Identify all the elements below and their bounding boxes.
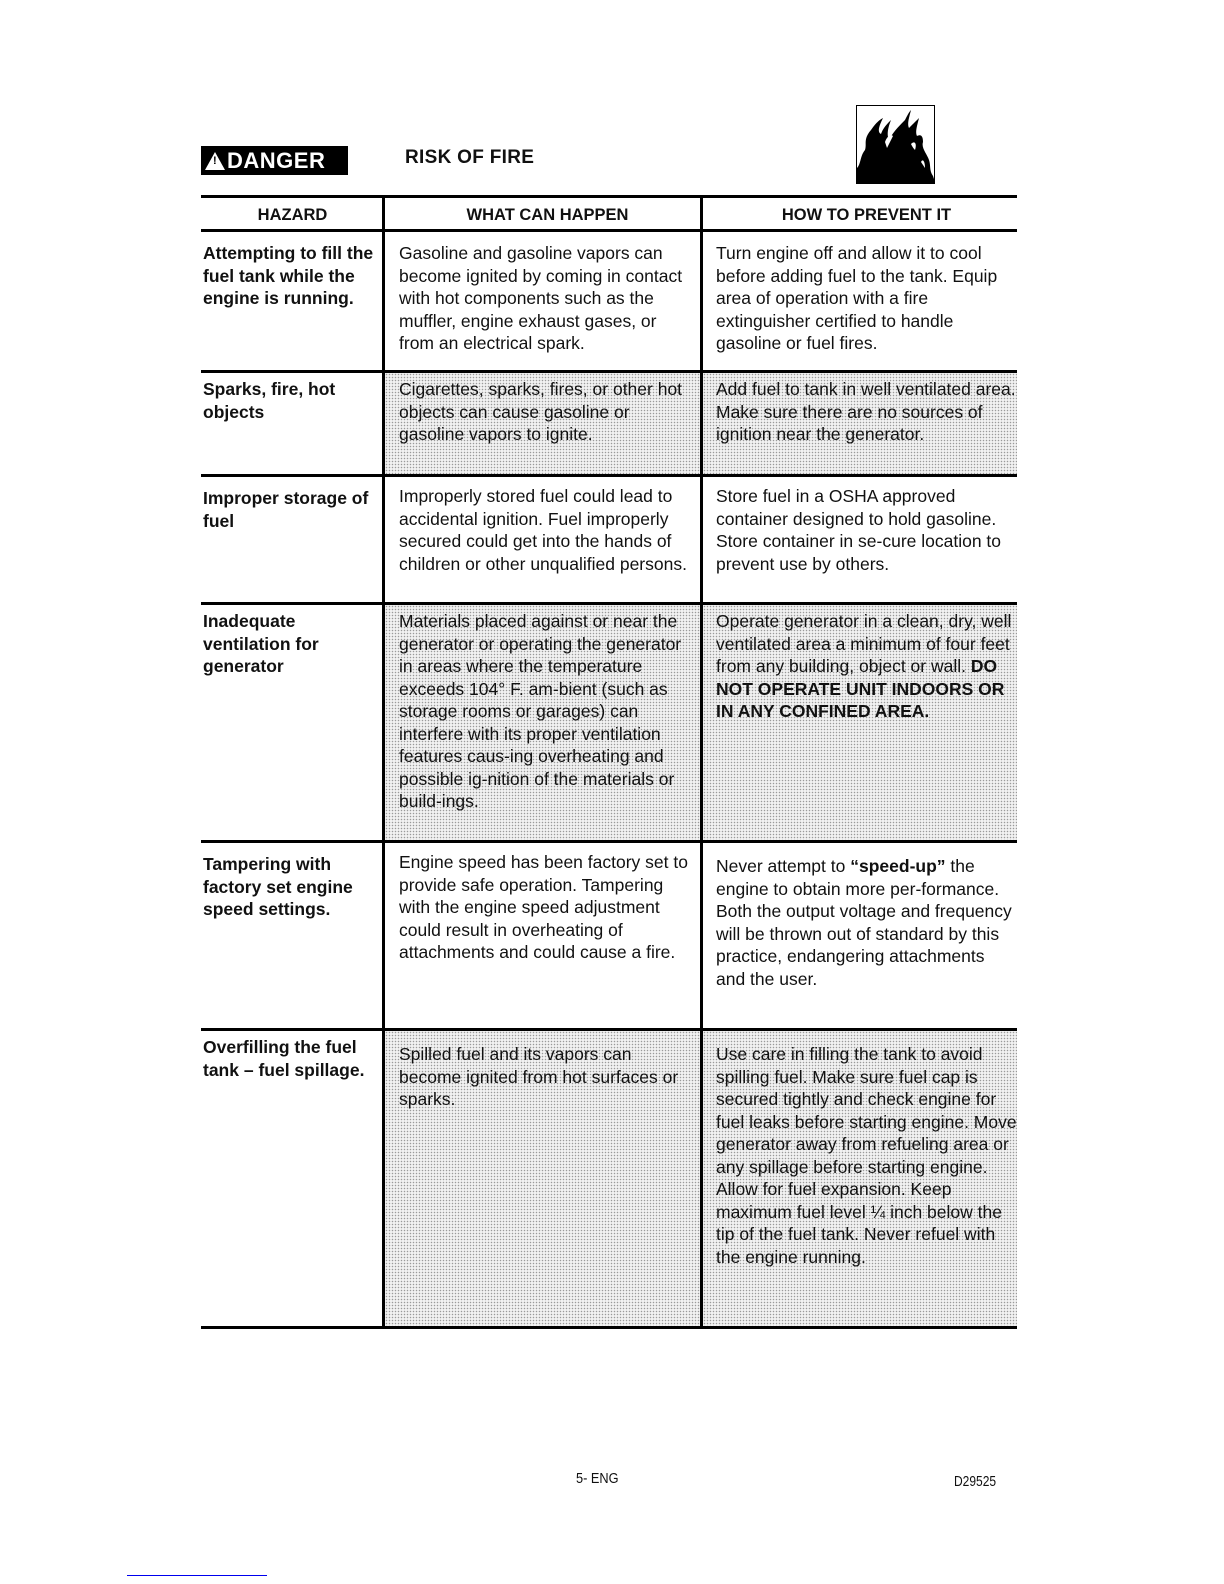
table-row bbox=[201, 1031, 1017, 1329]
document-code: D29525 bbox=[954, 1473, 997, 1490]
what-can-happen-cell: Cigarettes, sparks, fires, or other hot objects can cause gasoline or gasoline vapors to ignite. bbox=[382, 373, 700, 474]
table-row bbox=[201, 232, 1017, 373]
how-to-prevent-cell: Use care in filling the tank to avoid spilling fuel. Make sure fuel cap is secured tightly and check engine for fuel leaks before starting engine. Move generator away from refueling area or any spillage before starting engine. Allow for fuel expansion. Keep maximum fuel level ¼ inch below the tip of the fuel tank. Never refuel with the engine running. bbox=[700, 1031, 1017, 1326]
how-to-prevent-warning: DO NOT OPERATE UNIT INDOORS OR IN ANY CONFINED AREA. bbox=[716, 656, 1005, 721]
page-number: 5- ENG bbox=[576, 1470, 619, 1487]
table-row bbox=[201, 477, 1017, 605]
hazard-cell: Tampering with factory set engine speed settings. bbox=[203, 854, 353, 919]
column-header-what-can-happen: WHAT CAN HAPPEN bbox=[382, 198, 700, 229]
how-to-prevent-cell bbox=[700, 605, 1017, 840]
table-row bbox=[201, 373, 1017, 477]
how-to-prevent-text: Operate generator in a clean, dry, well ventilated area a minimum of four feet from any building, object or wall. bbox=[716, 611, 1012, 676]
hazard-cell: Sparks, fire, hot objects bbox=[203, 379, 336, 422]
how-to-prevent-text: the engine to obtain more per-formance. Both the output voltage and frequency will be thrown out of standard by this practice, endangering attachments and the user. bbox=[716, 856, 1012, 989]
column-header-hazard: HAZARD bbox=[257, 206, 328, 224]
hazard-cell: Overfilling the fuel tank – fuel spillage. bbox=[203, 1037, 365, 1080]
hazard-cell: Inadequate ventilation for generator bbox=[203, 611, 319, 676]
table-row bbox=[201, 843, 1017, 1031]
risk-title: RISK OF FIRE bbox=[405, 147, 535, 168]
how-to-prevent-emphasis: “speed-up” bbox=[850, 856, 946, 876]
what-can-happen-cell: Gasoline and gasoline vapors can become ignited by coming in contact with hot components such as the muffler, engine exhaust gases, or from an electrical spark. bbox=[382, 232, 700, 370]
how-to-prevent-lead: Never attempt to bbox=[716, 856, 846, 876]
column-header-how-to-prevent: HOW TO PREVENT IT bbox=[700, 198, 1017, 229]
how-to-prevent-cell bbox=[700, 843, 1017, 1028]
table-header-row bbox=[201, 195, 1017, 232]
what-can-happen-cell: Spilled fuel and its vapors can become ignited from hot surfaces or sparks. bbox=[382, 1031, 700, 1326]
how-to-prevent-cell: Store fuel in a OSHA approved container designed to hold gasoline. Store container in se-cure location to prevent use by others. bbox=[700, 477, 1017, 602]
how-to-prevent-cell: Turn engine off and allow it to cool before adding fuel to the tank. Equip area of operation with a fire extinguisher certified to handle gasoline or fuel fires. bbox=[700, 232, 1017, 370]
table-row bbox=[201, 605, 1017, 843]
how-to-prevent-cell: Add fuel to tank in well ventilated area. Make sure there are no sources of ignition near the generator. bbox=[700, 373, 1017, 474]
danger-label: DANGER bbox=[227, 147, 326, 173]
what-can-happen-cell: Materials placed against or near the generator or operating the generator in areas where the temperature exceeds 104° F. am-bient (such as storage rooms or garages) can interfere with its proper ventilation features caus-ing overheating and possible ig-nition of the materials or build-ings. bbox=[382, 605, 700, 840]
fire-hazard-table bbox=[201, 195, 1017, 1329]
hazard-cell: Attempting to fill the fuel tank while the engine is running. bbox=[203, 243, 374, 308]
fire-icon bbox=[856, 105, 935, 184]
what-can-happen-cell: Improperly stored fuel could lead to accidental ignition. Fuel improperly secured could get into the hands of children or other unqualified persons. bbox=[382, 477, 700, 602]
hazard-cell: Improper storage of fuel bbox=[203, 488, 369, 531]
danger-signal-badge bbox=[201, 146, 348, 175]
footnote-rule bbox=[127, 1575, 267, 1576]
warning-triangle-icon bbox=[205, 152, 225, 170]
what-can-happen-cell: Engine speed has been factory set to provide safe operation. Tampering with the engine speed adjustment could result in overheating of attachments and could cause a fire. bbox=[382, 843, 700, 1028]
